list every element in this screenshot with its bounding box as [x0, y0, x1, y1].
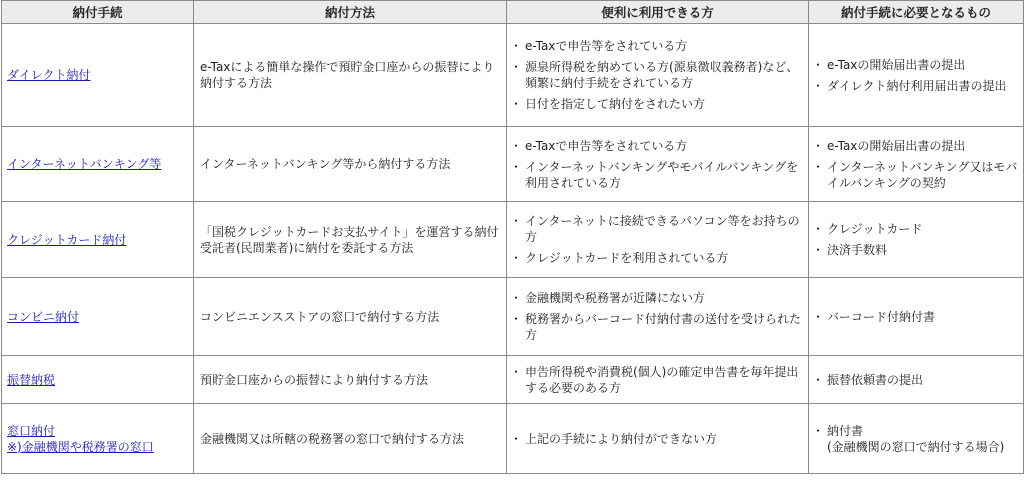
counter-payment-note: ※)金融機関や税務署の窓口 [7, 439, 154, 454]
procedure-cell [2, 24, 194, 127]
table-row [2, 404, 1024, 474]
list-item: ・ e-Taxの開始届出書の提出 [814, 57, 1018, 73]
users-cell [507, 202, 809, 278]
list-item: ・ 源泉所得税を納めている方(源泉徴収義務者)など、頻繁に納付手続をされている方 [512, 59, 803, 91]
required-item-note: (金融機関の窓口で納付する場合) [827, 439, 1005, 454]
users-cell [507, 127, 809, 202]
list-item: ・ 日付を指定して納付をされたい方 [512, 96, 803, 112]
procedure-cell [2, 404, 194, 474]
required-cell [809, 202, 1024, 278]
table-row [2, 356, 1024, 404]
list-item: ・ e-Taxで申告等をされている方 [512, 138, 803, 154]
list-item [814, 423, 1018, 455]
table-row [2, 24, 1024, 127]
required-item-text: 納付書 [827, 423, 864, 438]
list-item: ・ 税務署からバーコード付納付書の送付を受けられた方 [512, 311, 803, 343]
required-cell [809, 24, 1024, 127]
list-item: ・ 申告所得税や消費税(個人)の確定申告書を毎年提出する必要のある方 [512, 364, 803, 396]
method-cell: 金融機関又は所轄の税務署の窓口で納付する方法 [194, 404, 507, 474]
header-method: 納付方法 [194, 1, 507, 24]
list-item: ・ クレジットカード [814, 221, 1018, 237]
list-item: ・ e-Taxの開始届出書の提出 [814, 138, 1018, 154]
link-counter-payment[interactable] [7, 424, 154, 454]
users-cell [507, 404, 809, 474]
payment-methods-table [1, 0, 1024, 474]
list-item: ・ 決済手数料 [814, 242, 1018, 258]
header-convenient-users: 便利に利用できる方 [507, 1, 809, 24]
header-procedure: 納付手続 [2, 1, 194, 24]
list-item: ・ ダイレクト納付利用届出書の提出 [814, 78, 1018, 94]
list-item: ・ クレジットカードを利用されている方 [512, 250, 803, 266]
method-cell: 「国税クレジットカードお支払サイト」を運営する納付受託者(民間業者)に納付を委託する方法 [194, 202, 507, 278]
list-item: ・ バーコード付納付書 [814, 309, 1018, 325]
header-required-items: 納付手続に必要となるもの [809, 1, 1024, 24]
required-cell [809, 127, 1024, 202]
counter-payment-label: 窓口納付 [7, 423, 56, 438]
procedure-cell [2, 127, 194, 202]
link-direct-payment[interactable]: ダイレクト納付 [7, 68, 91, 82]
list-item: ・ 金融機関や税務署が近隣にない方 [512, 290, 803, 306]
users-cell [507, 356, 809, 404]
link-internet-banking[interactable]: インターネットバンキング等 [7, 157, 162, 171]
table-row [2, 202, 1024, 278]
link-credit-card-payment[interactable]: クレジットカード納付 [7, 232, 127, 247]
table-row [2, 278, 1024, 356]
link-convenience-store-payment[interactable]: コンビニ納付 [7, 309, 80, 324]
method-cell: 預貯金口座からの振替により納付する方法 [194, 356, 507, 404]
required-cell [809, 356, 1024, 404]
list-item: ・ 振替依頼書の提出 [814, 372, 1018, 388]
list-item: ・ インターネットバンキングやモバイルバンキングを利用されている方 [512, 159, 803, 191]
procedure-cell [2, 278, 194, 356]
required-cell [809, 404, 1024, 474]
procedure-cell [2, 202, 194, 278]
list-item: ・ インターネットバンキング又はモバイルバンキングの契約 [814, 159, 1018, 191]
method-cell: e-Taxによる簡単な操作で預貯金口座からの振替により納付する方法 [194, 24, 507, 127]
users-cell [507, 24, 809, 127]
list-item: ・ インターネットに接続できるパソコン等をお持ちの方 [512, 213, 803, 245]
link-transfer-payment[interactable]: 振替納税 [7, 372, 56, 387]
table-header-row [2, 1, 1024, 24]
list-item: ・ 上記の手続により納付ができない方 [512, 431, 803, 447]
table-row [2, 127, 1024, 202]
users-cell [507, 278, 809, 356]
list-item: ・ e-Taxで申告等をされている方 [512, 38, 803, 54]
method-cell: コンビニエンスストアの窓口で納付する方法 [194, 278, 507, 356]
procedure-cell [2, 356, 194, 404]
method-cell: インターネットバンキング等から納付する方法 [194, 127, 507, 202]
required-cell [809, 278, 1024, 356]
